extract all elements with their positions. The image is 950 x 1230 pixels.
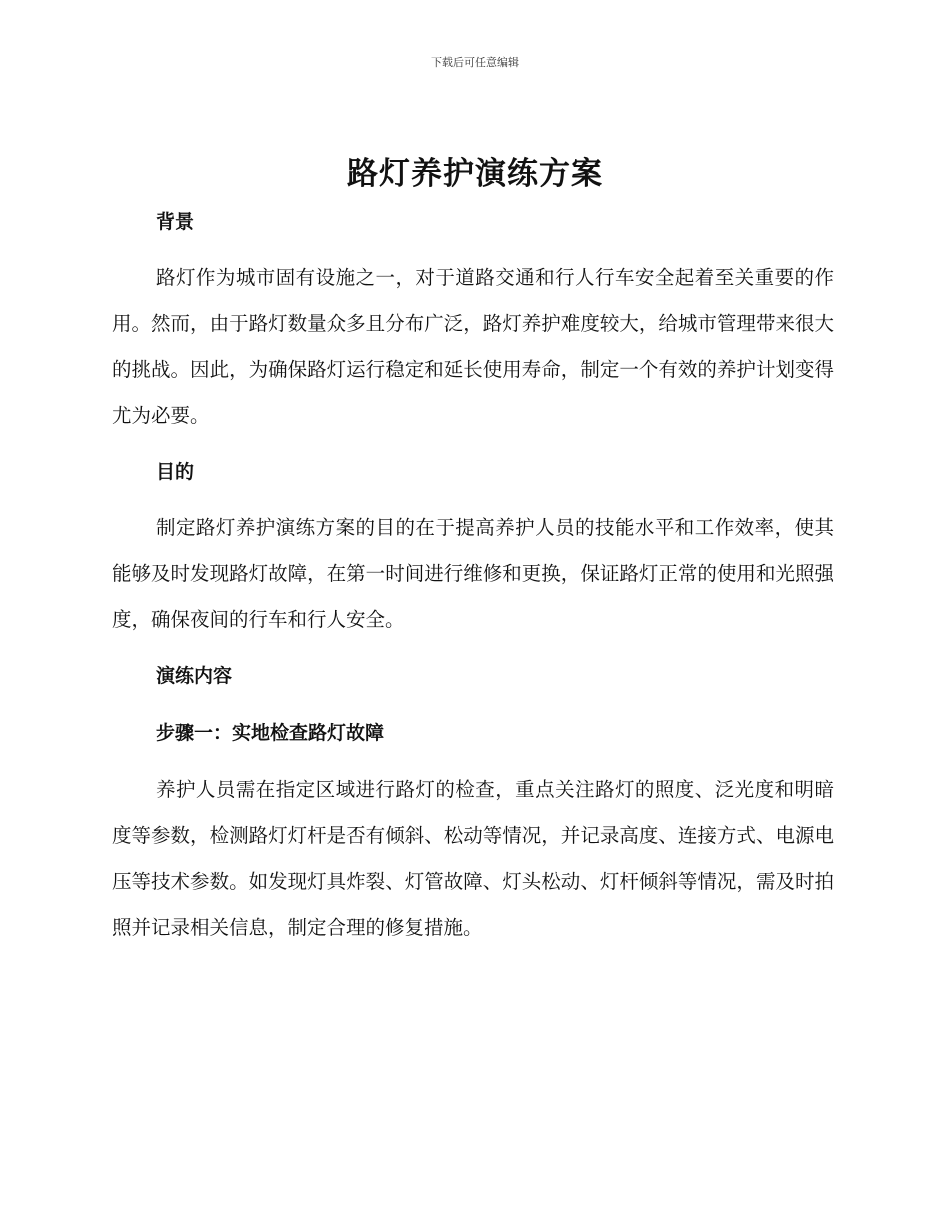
header-note: 下载后可任意编辑 [431, 56, 519, 69]
document-title: 路灯养护演练方案 [347, 156, 603, 192]
section-body-purpose: 制定路灯养护演练方案的目的在于提高养护人员的技能水平和工作效率，使其能够及时发现路灯故障，在第一时间进行维修和更换，保证路灯正常的使用和光照强度，确保夜间的行车和行人安全。 [112, 516, 834, 631]
section-body-step-one: 养护人员需在指定区域进行路灯的检查，重点关注路灯的照度、泛光度和明暗度等参数，检测路灯灯杆是否有倾斜、松动等情况，并记录高度、连接方式、电源电压等技术参数。如发现灯具炸裂、灯管故障、灯头松动、灯杆倾斜等情况，需及时拍照并记录相关信息，制定合理的修复措施。 [112, 778, 834, 939]
section-body-background: 路灯作为城市固有设施之一，对于道路交通和行人行车安全起着至关重要的作用。然而，由于路灯数量众多且分布广泛，路灯养护难度较大，给城市管理带来很大的挑战。因此，为确保路灯运行稳定和延长使用寿命，制定一个有效的养护计划变得尤为必要。 [112, 266, 834, 427]
section-heading-background: 背景 [156, 211, 195, 233]
section-heading-step-one: 步骤一：实地检查路灯故障 [156, 722, 385, 744]
section-heading-purpose: 目的 [156, 461, 195, 483]
section-heading-drill-content: 演练内容 [156, 665, 233, 687]
